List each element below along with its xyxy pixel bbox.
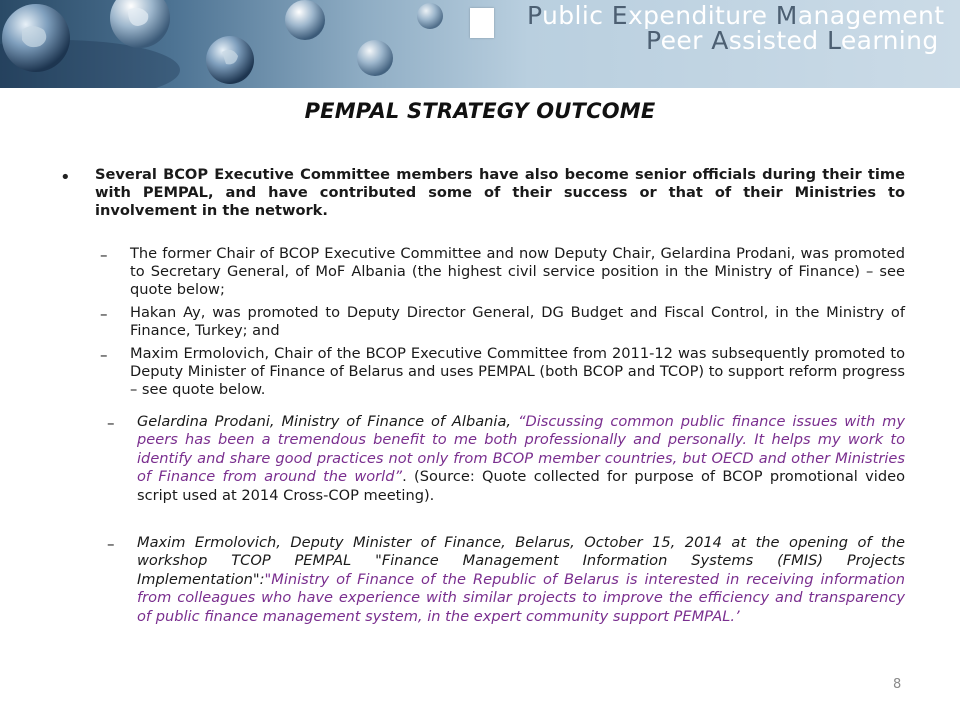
quote-speaker: Gelardina Prodani, Ministry of Finance of Albania,: [137, 413, 518, 430]
banner-title-segment: A: [711, 26, 729, 55]
banner-title-segment: M: [775, 1, 798, 30]
banner-title-segment: anagement: [797, 1, 945, 30]
banner-title-segment: P: [646, 26, 661, 55]
sub-item-ay: Hakan Ay, was promoted to Deputy Director General, DG Budget and Fiscal Control, in the Ministry of Finance, Turkey; and: [130, 304, 905, 339]
dash-marker: –: [107, 414, 115, 432]
banner-title-segment: P: [527, 1, 543, 30]
sub-item-ermolovich: Maxim Ermolovich, Chair of the BCOP Executive Committee from 2011-12 was subsequently promoted to Deputy Minister of Finance of Belarus and uses PEMPAL (both BCOP and TCOP) to support reform progress – see quote below.: [130, 345, 905, 398]
banner-title-segment: ublic: [542, 1, 612, 30]
quote-ermolovich: [137, 534, 905, 626]
page-number: 8: [893, 677, 902, 692]
page-title: PEMPAL STRATEGY OUTCOME: [304, 99, 656, 123]
banner-title-segment: ssisted: [728, 26, 827, 55]
lead-paragraph: Several BCOP Executive Committee members have also become senior officials during their time with PEMPAL, and have contributed some of their success or that of their Ministries to involvement in the network.: [95, 166, 905, 219]
quote-text: “Discussing common public finance issues with my peers has been a tremendous benefit to me both professionally and personally. It helps my work to identify and share good practices not only from BCOP member countries, but OECD and other Ministries of Finance from around the world”: [137, 413, 905, 486]
bullet-marker: •: [60, 167, 71, 188]
sub-item-prodani: The former Chair of BCOP Executive Committee and now Deputy Chair, Gelardina Prodani, was promoted to Secretary General, of MoF Albania (the highest civil service position in the Ministry of Finance) – see quote below;: [130, 245, 905, 298]
quote-source: . (Source: Quote collected for purpose of BCOP promotional video script used at 2014 Cross-COP meeting).: [137, 468, 905, 504]
dash-marker: –: [100, 346, 108, 364]
banner-title-segment: E: [611, 1, 628, 30]
dash-marker: –: [100, 246, 108, 264]
banner-title-line-2: [646, 26, 939, 55]
banner-title-segment: earning: [840, 26, 939, 55]
quote-text: "Ministry of Finance of the Republic of Belarus is interested in receiving information from colleagues who have experience with similar projects to improve the efficiency and transparency of public finance management system, in the expert community support PEMPAL.’: [137, 570, 905, 625]
banner-title-segment: xpenditure: [627, 1, 776, 30]
header-banner: [0, 0, 960, 88]
dash-marker: –: [100, 305, 108, 323]
dash-marker: –: [107, 535, 115, 553]
banner-title-segment: eer: [660, 26, 712, 55]
quote-speaker: Maxim Ermolovich, Deputy Minister of Finance, Belarus, October 15, 2014 at the opening of the workshop TCOP PEMPAL "Finance Management Information Systems (FMIS) Projects Implementation":: [137, 534, 905, 588]
quote-prodani: [137, 413, 905, 505]
banner-title-segment: L: [826, 26, 841, 55]
logo-mark: [470, 8, 494, 38]
